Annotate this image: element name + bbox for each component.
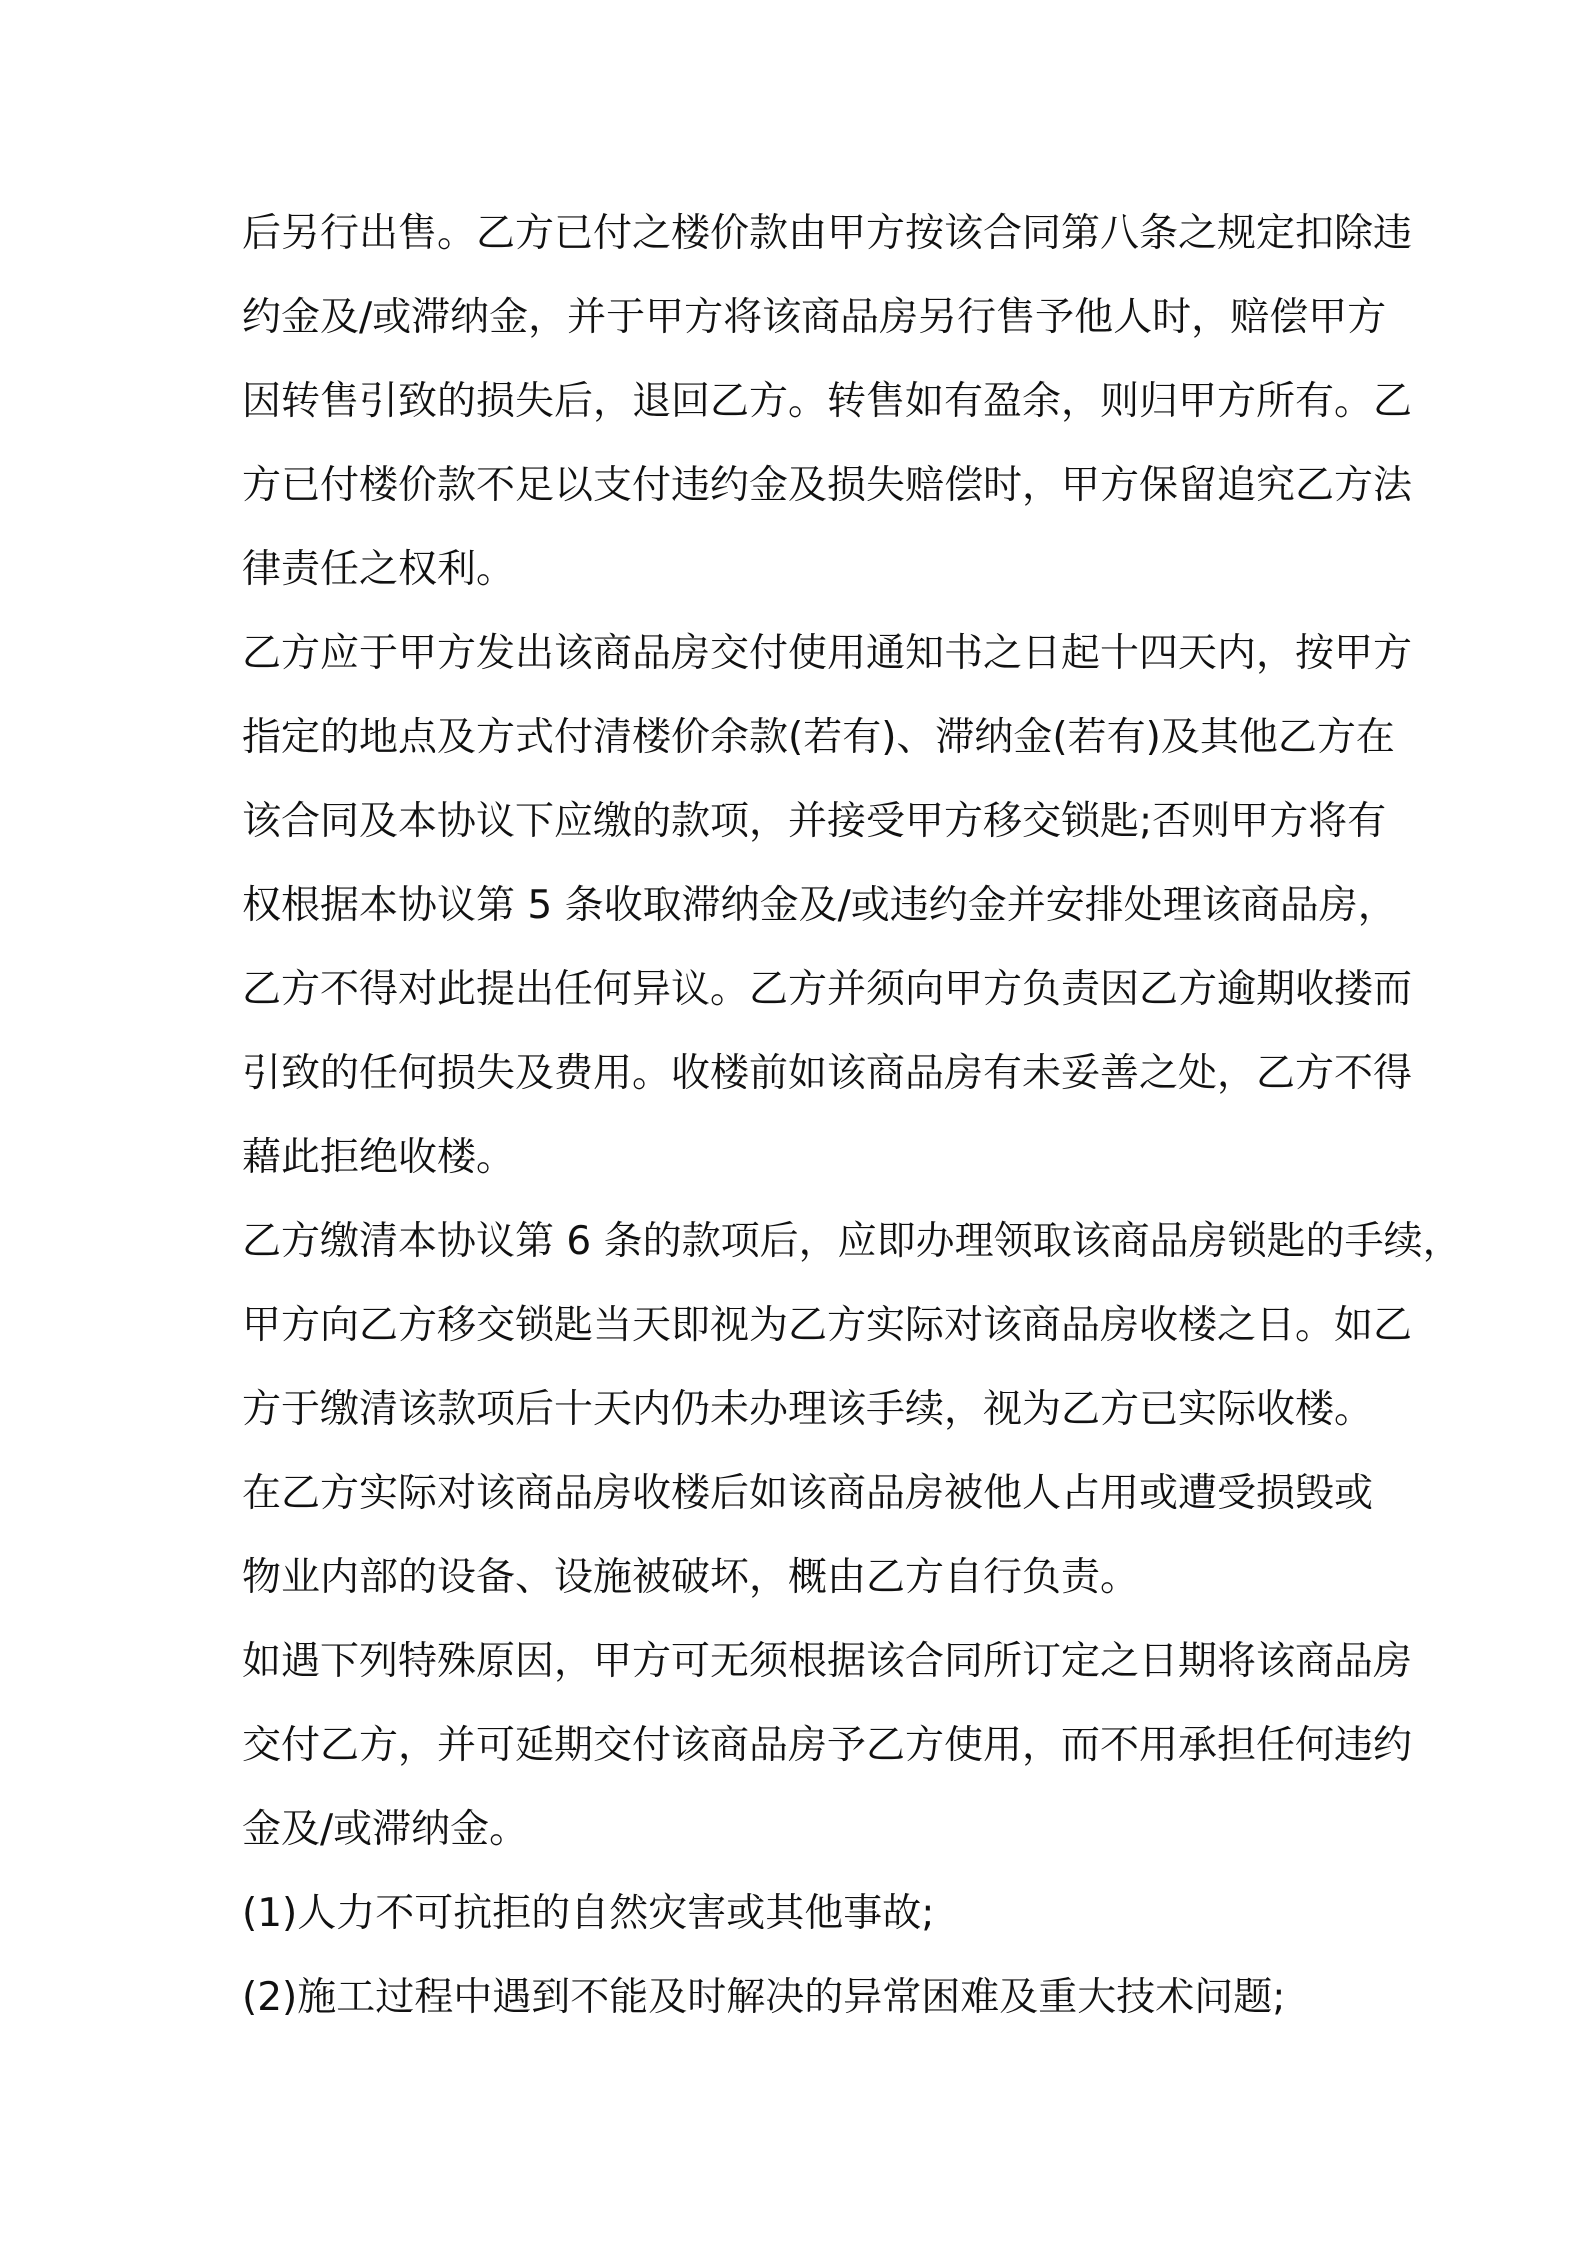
text-line: 指定的地点及方式付清楼价余款(若有)、滞纳金(若有)及其他乙方在 — [242, 715, 1395, 760]
text-line: (2)施工过程中遇到不能及时解决的异常困难及重大技术问题; — [242, 1975, 1286, 2020]
text-line: 律责任之权利。 — [242, 547, 516, 592]
text-line: 乙方应于甲方发出该商品房交付使用通知书之日起十四天内，按甲方 — [242, 631, 1413, 676]
text-line: 方于缴清该款项后十天内仍未办理该手续，视为乙方已实际收楼。 — [242, 1387, 1374, 1432]
text-line: 交付乙方，并可延期交付该商品房予乙方使用，而不用承担任何违约 — [242, 1723, 1413, 1768]
text-line: 因转售引致的损失后，退回乙方。转售如有盈余，则归甲方所有。乙 — [242, 379, 1413, 424]
text-line: 方已付楼价款不足以支付违约金及损失赔偿时，甲方保留追究乙方法 — [242, 463, 1413, 508]
text-line: 乙方不得对此提出任何异议。乙方并须向甲方负责因乙方逾期收搂而 — [242, 967, 1413, 1012]
text-line: 后另行出售。乙方已付之楼价款由甲方按该合同第八条之规定扣除违 — [242, 211, 1413, 256]
document-body — [242, 192, 1462, 2040]
text-line: 引致的任何损失及费用。收楼前如该商品房有未妥善之处，乙方不得 — [242, 1051, 1413, 1096]
text-line: 约金及/或滞纳金，并于甲方将该商品房另行售予他人时，赔偿甲方 — [242, 295, 1387, 340]
text-line: 甲方向乙方移交锁匙当天即视为乙方实际对该商品房收楼之日。如乙 — [242, 1303, 1413, 1348]
text-line: (1)人力不可抗拒的自然灾害或其他事故; — [242, 1891, 935, 1936]
text-line: 藉此拒绝收楼。 — [242, 1135, 516, 1180]
text-line: 该合同及本协议下应缴的款项，并接受甲方移交锁匙;否则甲方将有 — [242, 799, 1387, 844]
text-line: 在乙方实际对该商品房收楼后如该商品房被他人占用或遭受损毁或 — [242, 1471, 1374, 1516]
text-line: 物业内部的设备、设施被破坏，概由乙方自行负责。 — [242, 1555, 1140, 1600]
text-line: 金及/或滞纳金。 — [242, 1807, 529, 1852]
text-line: 如遇下列特殊原因，甲方可无须根据该合同所订定之日期将该商品房 — [242, 1639, 1413, 1684]
text-line: 权根据本协议第 5 条收取滞纳金及/或违约金并安排处理该商品房， — [242, 883, 1397, 928]
text-line: 乙方缴清本协议第 6 条的款项后，应即办理领取该商品房锁匙的手续， — [242, 1219, 1462, 1264]
